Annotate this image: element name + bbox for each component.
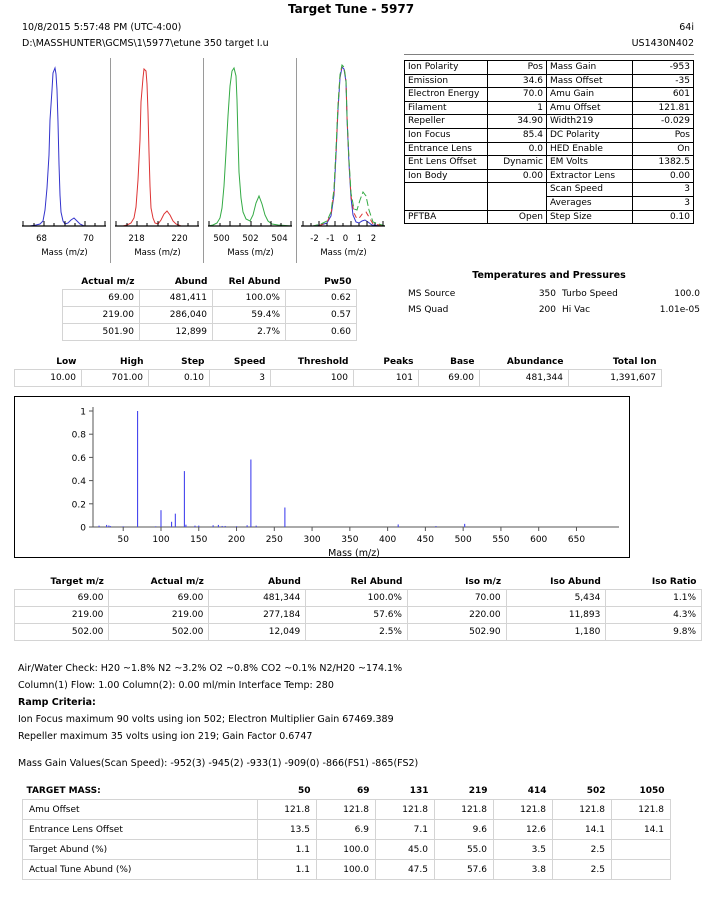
param-key: Ion Focus bbox=[405, 128, 488, 142]
param-key-2: Scan Speed bbox=[546, 183, 632, 197]
peak-profile-69-axis-label: Mass (m/z) bbox=[41, 248, 88, 258]
param-row bbox=[405, 210, 694, 224]
x-tick-label: 200 bbox=[227, 535, 246, 545]
table-row bbox=[23, 840, 671, 860]
table-cell: 219.00 bbox=[63, 307, 140, 324]
target-mass-column-header: 131 bbox=[409, 786, 429, 796]
target-mass-column-header: 69 bbox=[356, 786, 370, 796]
x-tick-label: 400 bbox=[379, 535, 397, 545]
param-value: Dynamic bbox=[488, 156, 547, 170]
table-cell: 481,344 bbox=[209, 590, 306, 607]
target-body bbox=[15, 590, 702, 641]
param-key-2: Amu Gain bbox=[546, 88, 632, 102]
column-header: Pw50 bbox=[324, 277, 352, 287]
table-row bbox=[23, 860, 671, 880]
temps-row bbox=[404, 305, 700, 321]
peak-profile-overlay-xticks: -2 -1 0 1 2 bbox=[310, 234, 377, 244]
notes-block bbox=[18, 663, 618, 775]
table-cell: 47.5 bbox=[376, 860, 435, 880]
param-row bbox=[405, 196, 694, 210]
table-cell: 121.8 bbox=[258, 800, 317, 820]
x-tick-label: 100 bbox=[152, 535, 170, 545]
table-cell: 3 bbox=[210, 370, 271, 387]
table-cell: 7.1 bbox=[376, 820, 435, 840]
notes-spacer bbox=[18, 748, 618, 758]
target-mass-header-row bbox=[23, 786, 671, 800]
y-tick-label: 1 bbox=[80, 407, 86, 418]
peak-profile-219 bbox=[111, 58, 204, 263]
instrument-serial: US1430N402 bbox=[631, 38, 694, 49]
table-cell: 1.1% bbox=[606, 590, 702, 607]
table-cell: 45.0 bbox=[376, 840, 435, 860]
param-key: Ion Body bbox=[405, 169, 488, 183]
scan-header-row bbox=[15, 357, 662, 370]
x-tick-label: 300 bbox=[303, 535, 321, 545]
param-key bbox=[405, 196, 488, 210]
param-value: Open bbox=[488, 210, 547, 224]
ion-focus-maximum: Ion Focus maximum 90 volts using ion 502; Electron Multiplier Gain 67469.389 bbox=[18, 714, 394, 725]
table-cell: 121.8 bbox=[317, 800, 376, 820]
table-cell: 14.1 bbox=[553, 820, 612, 840]
y-tick-label: 0.6 bbox=[71, 453, 86, 464]
temps-label-b: Turbo Speed bbox=[562, 289, 618, 299]
param-key-2: EM Volts bbox=[546, 156, 632, 170]
table-cell: 100.0% bbox=[306, 590, 408, 607]
table-cell: 2.5% bbox=[306, 624, 408, 641]
spectrum-peaks bbox=[99, 411, 465, 527]
y-tick-label: 0 bbox=[80, 523, 86, 534]
table-cell: 12,049 bbox=[209, 624, 306, 641]
instrument-mode: 64i bbox=[679, 22, 694, 33]
param-value: 85.4 bbox=[488, 128, 547, 142]
x-tick-label: 500 bbox=[454, 535, 472, 545]
param-value-2: 121.81 bbox=[632, 101, 693, 115]
temps-value-a: 200 bbox=[538, 305, 556, 315]
table-cell: 701.00 bbox=[82, 370, 149, 387]
table-cell: 70.00 bbox=[407, 590, 506, 607]
table-cell: 121.8 bbox=[612, 800, 671, 820]
x-tick-label: 450 bbox=[416, 535, 434, 545]
column-header: Rel Abund bbox=[350, 577, 403, 587]
row-label: Amu Offset bbox=[23, 800, 258, 820]
target-mass-corner-label: TARGET MASS: bbox=[26, 786, 101, 796]
param-key: Entrance Lens bbox=[405, 142, 488, 156]
param-value: Pos bbox=[488, 61, 547, 75]
instrument-parameters-table bbox=[404, 60, 694, 224]
param-key-2: Averages bbox=[546, 196, 632, 210]
param-key: Repeller bbox=[405, 115, 488, 129]
table-cell: 59.4% bbox=[213, 307, 286, 324]
scan-parameters-table bbox=[14, 357, 662, 387]
param-value bbox=[488, 183, 547, 197]
column-header: Iso Abund bbox=[550, 577, 601, 587]
target-header-row bbox=[15, 577, 702, 590]
param-value-2: 0.00 bbox=[632, 169, 693, 183]
param-key: PFTBA bbox=[405, 210, 488, 224]
param-key-2: HED Enable bbox=[546, 142, 632, 156]
param-value: 70.0 bbox=[488, 88, 547, 102]
param-row bbox=[405, 128, 694, 142]
target-mass-column-header: 1050 bbox=[639, 786, 665, 796]
table-cell: 121.8 bbox=[376, 800, 435, 820]
param-value bbox=[488, 196, 547, 210]
param-value-2: -35 bbox=[632, 74, 693, 88]
scan-head bbox=[15, 357, 662, 370]
table-cell: 121.8 bbox=[435, 800, 494, 820]
peak-profile-219-plot bbox=[115, 60, 199, 230]
mass-spectrum-svg bbox=[15, 397, 629, 557]
x-tick-label: 350 bbox=[341, 535, 359, 545]
target-mass-column-header: 50 bbox=[297, 786, 311, 796]
scan-body bbox=[15, 370, 662, 387]
param-row bbox=[405, 74, 694, 88]
peak-profile-502-axis-label: Mass (m/z) bbox=[227, 248, 274, 258]
row-label: Entrance Lens Offset bbox=[23, 820, 258, 840]
y-tick-label: 0.2 bbox=[71, 500, 86, 511]
column-header: Threshold bbox=[297, 357, 349, 367]
table-cell: 286,040 bbox=[140, 307, 213, 324]
table-cell: 13.5 bbox=[258, 820, 317, 840]
param-key: Electron Energy bbox=[405, 88, 488, 102]
column-header: Rel Abund bbox=[228, 277, 281, 287]
param-key bbox=[405, 183, 488, 197]
param-key-2: Amu Offset bbox=[546, 101, 632, 115]
x-axis-title: Mass (m/z) bbox=[328, 548, 380, 557]
peak-profile-219-xticks: 218 220 bbox=[128, 234, 188, 244]
param-key: Emission bbox=[405, 74, 488, 88]
param-value-2: Pos bbox=[632, 128, 693, 142]
param-row bbox=[405, 156, 694, 170]
param-value-2: 1382.5 bbox=[632, 156, 693, 170]
table-row bbox=[15, 607, 702, 624]
column-header: Abund bbox=[268, 577, 301, 587]
target-mass-body bbox=[23, 800, 671, 880]
column-header: Low bbox=[56, 357, 77, 367]
repeller-maximum: Repeller maximum 35 volts using ion 219; Gain Factor 0.6747 bbox=[18, 731, 313, 742]
table-cell: 0.57 bbox=[286, 307, 357, 324]
target-head bbox=[15, 577, 702, 590]
param-value-2: On bbox=[632, 142, 693, 156]
table-cell: 2.5 bbox=[553, 840, 612, 860]
target-mass-head bbox=[23, 786, 671, 800]
table-cell: 69.00 bbox=[419, 370, 480, 387]
x-tick-label: 150 bbox=[190, 535, 208, 545]
peak-profile-502 bbox=[204, 58, 297, 263]
param-value-2: -0.029 bbox=[632, 115, 693, 129]
param-key-2: Extractor Lens bbox=[546, 169, 632, 183]
table-cell: 0.60 bbox=[286, 324, 357, 341]
param-value-2: 3 bbox=[632, 196, 693, 210]
report-timestamp: 10/8/2015 5:57:48 PM (UTC-4:00) bbox=[22, 22, 182, 33]
column-header: Abundance bbox=[506, 357, 564, 367]
table-cell: 9.6 bbox=[435, 820, 494, 840]
column-header: Iso m/z bbox=[465, 577, 502, 587]
table-cell: 100.0 bbox=[317, 860, 376, 880]
table-cell: 9.8% bbox=[606, 624, 702, 641]
temps-row bbox=[404, 289, 700, 305]
param-row bbox=[405, 88, 694, 102]
param-key-2: Width219 bbox=[546, 115, 632, 129]
table-cell: 55.0 bbox=[435, 840, 494, 860]
table-cell: 2.5 bbox=[553, 860, 612, 880]
ramp-criteria-heading: Ramp Criteria: bbox=[18, 697, 96, 708]
column-header: Base bbox=[450, 357, 475, 367]
air-water-check: Air/Water Check: H20 ~1.8% N2 ~3.2% O2 ~0.8% CO2 ~0.1% N2/H20 ~174.1% bbox=[18, 663, 403, 674]
param-value-2: -953 bbox=[632, 61, 693, 75]
table-row bbox=[23, 820, 671, 840]
table-cell: 4.3% bbox=[606, 607, 702, 624]
table-cell: 100 bbox=[271, 370, 354, 387]
table-cell: 69.00 bbox=[109, 590, 209, 607]
table-cell: 219.00 bbox=[109, 607, 209, 624]
table-cell: 12.6 bbox=[494, 820, 553, 840]
x-tick-label: 250 bbox=[265, 535, 283, 545]
peak-profile-overlay-plot bbox=[301, 60, 385, 230]
target-mass-column-header: 219 bbox=[468, 786, 488, 796]
temps-pressures-grid bbox=[404, 289, 700, 321]
param-value-2: 3 bbox=[632, 183, 693, 197]
peak-profile-502-xticks: 500 502 504 bbox=[213, 234, 288, 244]
param-value: 1 bbox=[488, 101, 547, 115]
y-tick-label: 0.8 bbox=[71, 430, 86, 441]
table-cell: 501.90 bbox=[63, 324, 140, 341]
table-row bbox=[63, 307, 357, 324]
param-key-2: Step Size bbox=[546, 210, 632, 224]
column-header: Abund bbox=[174, 277, 208, 287]
param-row bbox=[405, 115, 694, 129]
mass-gain-values: Mass Gain Values(Scan Speed): -952(3) -945(2) -933(1) -909(0) -866(FS1) -865(FS2) bbox=[18, 758, 419, 769]
peak-profile-69-xticks: 68 70 bbox=[36, 234, 94, 244]
table-cell: 481,344 bbox=[480, 370, 569, 387]
table-cell: 14.1 bbox=[612, 820, 671, 840]
column-header: Target m/z bbox=[50, 577, 104, 587]
report-filepath: D:\MASSHUNTER\GCMS\1\5977\etune 350 target I.u bbox=[22, 38, 269, 49]
table-cell: 1.1 bbox=[258, 860, 317, 880]
table-row bbox=[23, 800, 671, 820]
table-row bbox=[15, 624, 702, 641]
column-header: High bbox=[120, 357, 144, 367]
temps-label-a: MS Quad bbox=[408, 305, 449, 315]
table-cell: 121.8 bbox=[494, 800, 553, 820]
param-row bbox=[405, 169, 694, 183]
target-mass-column-header: 414 bbox=[527, 786, 547, 796]
param-value: 34.6 bbox=[488, 74, 547, 88]
table-cell: 69.00 bbox=[15, 590, 109, 607]
table-cell: 1,180 bbox=[506, 624, 606, 641]
temps-label-a: MS Source bbox=[408, 289, 456, 299]
peak-profile-219-axis-label: Mass (m/z) bbox=[134, 248, 181, 258]
temps-value-a: 350 bbox=[538, 289, 556, 299]
table-cell: 5,434 bbox=[506, 590, 606, 607]
temps-value-b: 1.01e-05 bbox=[659, 305, 700, 315]
param-value: 0.0 bbox=[488, 142, 547, 156]
table-row bbox=[15, 370, 662, 387]
table-cell: 11,893 bbox=[506, 607, 606, 624]
peak-profile-69-plot bbox=[22, 60, 106, 230]
param-key: Ion Polarity bbox=[405, 61, 488, 75]
column-flow: Column(1) Flow: 1.00 Column(2): 0.00 ml/min Interface Temp: 280 bbox=[18, 680, 334, 691]
column-header: Actual m/z bbox=[81, 277, 135, 287]
column-header: Peaks bbox=[383, 357, 414, 367]
target-mass-table bbox=[22, 786, 671, 880]
temps-label-b: Hi Vac bbox=[562, 305, 591, 315]
mass-spectrum-chart bbox=[14, 396, 630, 558]
param-key: Ent Lens Offset bbox=[405, 156, 488, 170]
param-value: 34.90 bbox=[488, 115, 547, 129]
actual-mz-table bbox=[62, 277, 357, 341]
table-cell: 3.5 bbox=[494, 840, 553, 860]
table-cell: 220.00 bbox=[407, 607, 506, 624]
actual-mz-body bbox=[63, 290, 357, 341]
table-row bbox=[15, 590, 702, 607]
table-cell: 100.0% bbox=[213, 290, 286, 307]
param-row bbox=[405, 101, 694, 115]
table-cell: 277,184 bbox=[209, 607, 306, 624]
y-tick-label: 0.4 bbox=[71, 477, 86, 488]
table-row bbox=[63, 324, 357, 341]
temps-pressures-title: Temperatures and Pressures bbox=[472, 270, 626, 281]
header-divider bbox=[404, 54, 694, 55]
table-cell: 481,411 bbox=[140, 290, 213, 307]
actual-mz-head bbox=[63, 277, 357, 290]
table-cell: 502.00 bbox=[109, 624, 209, 641]
table-cell: 100.0 bbox=[317, 840, 376, 860]
table-cell: 57.6% bbox=[306, 607, 408, 624]
table-cell: 1.1 bbox=[258, 840, 317, 860]
table-cell bbox=[612, 840, 671, 860]
param-value-2: 0.10 bbox=[632, 210, 693, 224]
table-cell: 121.8 bbox=[553, 800, 612, 820]
param-key-2: Mass Gain bbox=[546, 61, 632, 75]
table-cell: 101 bbox=[354, 370, 419, 387]
table-cell: 502.00 bbox=[15, 624, 109, 641]
row-label: Actual Tune Abund (%) bbox=[23, 860, 258, 880]
table-cell: 12,899 bbox=[140, 324, 213, 341]
peak-profile-overlay bbox=[297, 58, 390, 263]
target-mass-column-header: 502 bbox=[586, 786, 606, 796]
table-cell: 1,391,607 bbox=[569, 370, 662, 387]
table-cell: 6.9 bbox=[317, 820, 376, 840]
column-header: Step bbox=[181, 357, 205, 367]
instrument-parameters-body bbox=[405, 61, 694, 224]
param-value-2: 601 bbox=[632, 88, 693, 102]
target-mz-table bbox=[14, 577, 702, 641]
table-cell: 219.00 bbox=[15, 607, 109, 624]
param-row bbox=[405, 142, 694, 156]
table-cell: 57.6 bbox=[435, 860, 494, 880]
table-cell: 3.8 bbox=[494, 860, 553, 880]
param-value: 0.00 bbox=[488, 169, 547, 183]
x-tick-label: 650 bbox=[567, 535, 586, 545]
table-cell: 0.62 bbox=[286, 290, 357, 307]
param-key-2: DC Polarity bbox=[546, 128, 632, 142]
column-header: Speed bbox=[233, 357, 266, 367]
param-row bbox=[405, 61, 694, 75]
param-key-2: Mass Offset bbox=[546, 74, 632, 88]
peak-profile-panels bbox=[18, 58, 390, 263]
peak-profile-502-plot bbox=[208, 60, 292, 230]
table-cell bbox=[612, 860, 671, 880]
table-cell: 2.7% bbox=[213, 324, 286, 341]
param-row bbox=[405, 183, 694, 197]
table-row bbox=[63, 290, 357, 307]
x-tick-label: 550 bbox=[492, 535, 510, 545]
peak-profile-69 bbox=[18, 58, 111, 263]
x-tick-label: 50 bbox=[117, 535, 129, 545]
table-cell: 502.90 bbox=[407, 624, 506, 641]
page-title: Target Tune - 5977 bbox=[287, 2, 415, 16]
row-label: Target Abund (%) bbox=[23, 840, 258, 860]
table-cell: 0.10 bbox=[149, 370, 210, 387]
column-header: Actual m/z bbox=[150, 577, 204, 587]
actual-mz-header-row bbox=[63, 277, 357, 290]
param-key: Filament bbox=[405, 101, 488, 115]
column-header: Iso Ratio bbox=[651, 577, 697, 587]
table-cell: 10.00 bbox=[15, 370, 82, 387]
peak-profile-overlay-axis-label: Mass (m/z) bbox=[320, 248, 367, 258]
table-cell: 69.00 bbox=[63, 290, 140, 307]
column-header: Total Ion bbox=[612, 357, 657, 367]
temps-value-b: 100.0 bbox=[674, 289, 700, 299]
x-tick-label: 600 bbox=[530, 535, 548, 545]
